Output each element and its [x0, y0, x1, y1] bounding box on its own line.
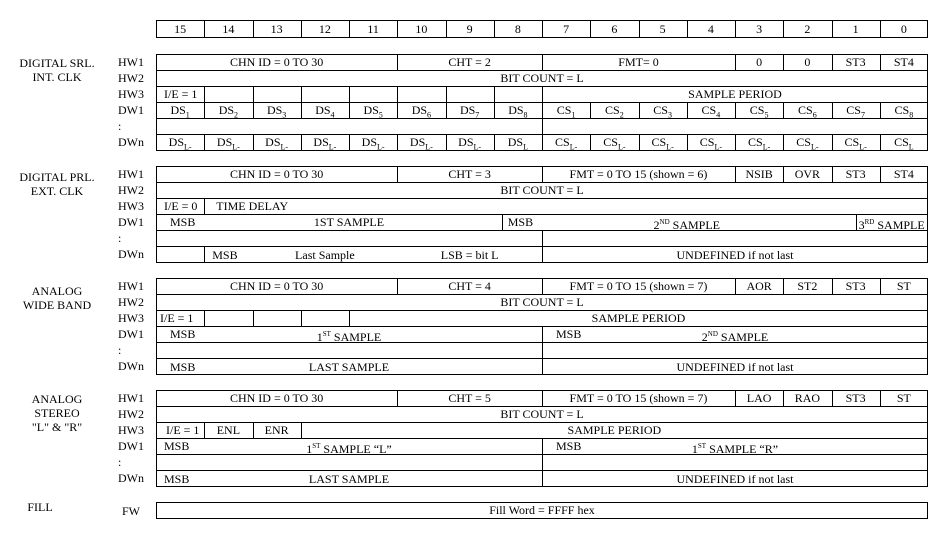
section-label: EXT. CLK: [30, 184, 84, 198]
bit-number: 0: [900, 22, 907, 36]
signal-index: 2: [234, 110, 239, 120]
msb-label: MSB: [170, 360, 196, 374]
ds-bit: [253, 135, 301, 154]
msb-label: MSB: [507, 215, 534, 229]
bit0-field: ST4: [893, 55, 914, 69]
cht-field: CHT = 4: [448, 279, 491, 293]
bit-number: 5: [659, 22, 666, 36]
bit3-field: AOR: [746, 279, 772, 293]
grid-line: [204, 86, 205, 102]
bit1-field: ST3: [845, 279, 866, 293]
row-label: DWn: [118, 359, 144, 373]
ordinal-suffix: ST: [312, 442, 321, 450]
ds-bit: [301, 103, 349, 122]
bit-count-field: BIT COUNT = L: [500, 295, 584, 309]
signal-prefix: CS: [894, 135, 909, 149]
signal-index: L: [908, 142, 914, 152]
ds-bit: [349, 135, 397, 154]
row-label: DWn: [118, 135, 144, 149]
bit2-field: OVR: [794, 167, 821, 181]
msb-label: MSB: [212, 248, 238, 262]
section-label: DIGITAL SRL.: [19, 56, 95, 70]
grid-line: [204, 246, 205, 263]
signal-prefix: CS: [699, 135, 715, 149]
ds-bit: [494, 103, 542, 122]
signal-prefix: DS: [168, 135, 185, 149]
signal-index: L-: [328, 142, 337, 152]
bit-number: 9: [466, 22, 473, 36]
signal-prefix: DS: [313, 135, 329, 149]
sample-text: SAMPLE: [717, 330, 769, 344]
row-label: HW2: [118, 183, 144, 197]
msb-label: MSB: [170, 327, 196, 341]
bit-number: 13: [270, 22, 283, 36]
bit1-field: ST3: [845, 391, 866, 405]
grid-line: [542, 118, 543, 134]
grid-line: [502, 214, 503, 230]
cs-bit: [832, 103, 880, 122]
cs-bit: [783, 103, 831, 122]
signal-index: 7: [475, 110, 480, 120]
signal-prefix: CS: [603, 135, 618, 149]
row-label: DWn: [118, 247, 144, 261]
section-label: STEREO: [34, 406, 80, 420]
bit-number: 12: [318, 22, 331, 36]
grid-line: [349, 86, 350, 102]
signal-prefix: DS: [458, 135, 474, 149]
signal-index: L-: [280, 142, 289, 152]
cs-bit: [880, 135, 928, 154]
ordinal-suffix: ST: [697, 442, 707, 450]
row-label: DW1: [118, 327, 144, 341]
bit1-field: ST3: [845, 167, 866, 181]
ds-bit: [156, 135, 204, 154]
signal-prefix: DS: [411, 103, 428, 117]
cs-bit: [735, 103, 783, 122]
signal-index: 4: [716, 110, 721, 120]
signal-index: L-: [714, 142, 722, 152]
chn-id-field: CHN ID = 0 TO 30: [229, 391, 324, 405]
grid-line: [542, 342, 543, 358]
last-sample-label: LAST SAMPLE: [308, 360, 390, 374]
fmt-field: FMT = 0 TO 15 (shown = 7): [569, 279, 708, 293]
bit0-field: ST: [896, 391, 911, 405]
signal-prefix: CS: [846, 103, 861, 117]
ordinal-suffix: ST: [322, 330, 331, 338]
row-label: DW1: [118, 439, 144, 453]
ordinal-number: 1: [691, 442, 698, 456]
signal-prefix: DS: [218, 103, 235, 117]
signal-index: 1: [185, 110, 190, 120]
sample-period-field: SAMPLE PERIOD: [591, 311, 686, 325]
cht-field: CHT = 3: [448, 167, 491, 181]
row-label: DW1: [118, 215, 144, 229]
signal-prefix: DS: [170, 103, 186, 117]
signal-prefix: CS: [653, 103, 668, 117]
signal-index: L-: [425, 142, 433, 152]
chn-id-field: CHN ID = 0 TO 30: [229, 167, 324, 181]
row-label: HW3: [118, 423, 144, 437]
bit1-field: ST3: [845, 55, 866, 69]
bit3-field: 0: [756, 55, 763, 69]
last-sample-label: LAST SAMPLE: [308, 472, 390, 486]
signal-index: 3: [667, 110, 672, 120]
cs-bit: [880, 103, 928, 122]
signal-prefix: DS: [507, 135, 524, 149]
cs-bit: [735, 135, 783, 154]
row-label: HW1: [118, 167, 144, 181]
row-label: :: [118, 343, 122, 357]
signal-prefix: CS: [798, 103, 813, 117]
grid-line: [542, 326, 543, 342]
undefined-label: UNDEFINED if not last: [676, 472, 794, 486]
signal-index: L-: [184, 142, 192, 152]
undefined-label: UNDEFINED if not last: [676, 360, 794, 374]
fmt-field: FMT = 0 TO 15 (shown = 6): [569, 167, 708, 181]
row-label: :: [118, 119, 122, 133]
bit2-field: 0: [804, 55, 811, 69]
cht-field: CHT = 2: [448, 55, 491, 69]
section-label: "L" & "R": [31, 420, 83, 434]
undefined-label: UNDEFINED if not last: [676, 248, 794, 262]
row-label: HW2: [118, 407, 144, 421]
signal-index: 6: [812, 110, 817, 120]
signal-index: 5: [764, 110, 769, 120]
ie-field: I/E = 0: [164, 199, 198, 213]
bit-count-field: BIT COUNT = L: [500, 407, 584, 421]
bit-number: 1: [852, 22, 859, 36]
ds-bit: [349, 103, 397, 122]
signal-prefix: CS: [701, 103, 717, 117]
ds-bit: [446, 135, 494, 154]
cs-bit: [832, 135, 880, 154]
sample-text: SAMPLE “R”: [706, 442, 779, 456]
msb-label: MSB: [164, 472, 190, 486]
enr-field: ENR: [264, 423, 289, 437]
row-label: FW: [122, 504, 140, 518]
grid-line: [253, 86, 254, 102]
ordinal-suffix: ND: [659, 218, 670, 226]
signal-index: L-: [617, 142, 626, 152]
grid-line: [542, 454, 543, 470]
bit-number: 7: [563, 22, 570, 36]
chn-id-field: CHN ID = 0 TO 30: [229, 279, 324, 293]
fmt-field: FMT = 0 TO 15 (shown = 7): [569, 391, 708, 405]
sample-text: SAMPLE: [669, 218, 720, 232]
ordinal-number: 1: [316, 330, 323, 344]
grid-line: [204, 198, 205, 214]
cs-bit: [542, 135, 590, 154]
row-label: HW1: [118, 391, 144, 405]
sample-text: SAMPLE: [874, 218, 925, 232]
bit2-field: RAO: [794, 391, 821, 405]
signal-index: L-: [810, 142, 819, 152]
sample-text: SAMPLE: [330, 330, 382, 344]
signal-prefix: CS: [555, 135, 570, 149]
signal-prefix: DS: [459, 103, 476, 117]
signal-index: L-: [232, 142, 240, 152]
ds-bit: [253, 103, 301, 122]
signal-index: L-: [859, 142, 867, 152]
bit2-field: ST2: [797, 279, 818, 293]
signal-prefix: CS: [894, 103, 910, 117]
msb-label: MSB: [556, 439, 582, 453]
section-label: WIDE BAND: [22, 298, 92, 312]
signal-index: 5: [378, 110, 383, 120]
sample-l-label: [253, 439, 446, 456]
signal-prefix: DS: [363, 103, 379, 117]
bit-number: 14: [222, 22, 235, 36]
section-label: ANALOG: [31, 284, 83, 298]
grid-line: [542, 230, 543, 246]
grid-line: [253, 310, 254, 326]
bit0-field: ST4: [893, 167, 914, 181]
bit0-field: ST: [896, 279, 911, 293]
last-sample-label: Last Sample: [295, 248, 355, 262]
ordinal-number: 3: [858, 218, 865, 232]
ds-bit: [397, 103, 445, 122]
signal-index: 2: [619, 110, 624, 120]
section-label: ANALOG: [31, 392, 83, 406]
signal-index: 4: [330, 110, 335, 120]
fill-word-text: Fill Word = FFFF hex: [489, 503, 595, 517]
row-label: HW1: [118, 279, 144, 293]
signal-prefix: DS: [216, 135, 233, 149]
bit3-field: NSIB: [745, 167, 773, 181]
grid-line: [542, 438, 543, 454]
msb-label: MSB: [556, 327, 582, 341]
enl-field: ENL: [216, 423, 241, 437]
cs-bit: [687, 135, 735, 154]
signal-index: L: [523, 142, 528, 152]
signal-index: L-: [473, 142, 482, 152]
section-label: FILL: [27, 500, 53, 514]
signal-index: L-: [569, 142, 578, 152]
ordinal-number: 1: [306, 442, 313, 456]
ordinal-number: 2: [653, 218, 660, 232]
msb-label: MSB: [164, 439, 190, 453]
bit-count-field: BIT COUNT = L: [500, 183, 584, 197]
bit-number: 15: [174, 22, 187, 36]
grid-line: [397, 86, 398, 102]
signal-index: 1: [571, 110, 576, 120]
signal-prefix: CS: [748, 135, 763, 149]
sample-2-label: [639, 327, 832, 344]
grid-line: [301, 86, 302, 102]
ds-bit: [494, 135, 542, 154]
signal-prefix: CS: [844, 135, 860, 149]
msb-label: MSB: [170, 215, 196, 229]
ds-bit: [156, 103, 204, 122]
chn-id-field: CHN ID = 0 TO 30: [229, 55, 324, 69]
cs-bit: [783, 135, 831, 154]
signal-index: 3: [282, 110, 287, 120]
grid-line: [301, 310, 302, 326]
bit3-field: LAO: [746, 391, 772, 405]
row-label: HW1: [118, 55, 144, 69]
grid-line: [494, 86, 495, 102]
signal-index: 8: [523, 110, 528, 120]
signal-prefix: DS: [508, 103, 524, 117]
signal-prefix: DS: [315, 103, 331, 117]
signal-prefix: CS: [651, 135, 667, 149]
sample-2-label: [590, 215, 783, 232]
row-label: HW2: [118, 295, 144, 309]
row-label: DWn: [118, 471, 144, 485]
signal-index: L-: [762, 142, 771, 152]
cs-bit: [639, 103, 687, 122]
fmt-field: FMT= 0: [618, 55, 659, 69]
ie-field: I/E = 1: [160, 311, 194, 325]
bit-number: 3: [756, 22, 763, 36]
bit-number: 11: [367, 22, 379, 36]
signal-index: 7: [860, 110, 865, 120]
signal-index: 8: [909, 110, 914, 120]
time-delay-field: TIME DELAY: [216, 199, 289, 213]
bit-number: 2: [804, 22, 811, 36]
row-label: DW1: [118, 103, 144, 117]
sample-1-label: [253, 327, 446, 344]
signal-index: 6: [427, 110, 432, 120]
cs-bit: [590, 103, 638, 122]
row-label: :: [118, 455, 122, 469]
signal-prefix: CS: [749, 103, 765, 117]
row-label: :: [118, 231, 122, 245]
sample-text: SAMPLE “L”: [320, 442, 392, 456]
signal-prefix: DS: [361, 135, 378, 149]
sample-period-field: SAMPLE PERIOD: [688, 87, 782, 101]
ie-field: I/E = 1: [164, 87, 198, 101]
signal-prefix: CS: [605, 103, 620, 117]
sample-1-label: 1ST SAMPLE: [313, 215, 385, 229]
cs-bit: [590, 135, 638, 154]
signal-index: L-: [377, 142, 385, 152]
grid-line: [204, 310, 205, 326]
signal-prefix: CS: [556, 103, 572, 117]
ordinal-suffix: ND: [707, 330, 718, 338]
ds-bit: [446, 103, 494, 122]
ie-field: I/E = 1: [166, 423, 200, 437]
sample-3-label: [856, 215, 928, 232]
ordinal-number: 2: [701, 330, 708, 344]
signal-prefix: DS: [266, 103, 283, 117]
signal-index: L-: [666, 142, 674, 152]
row-label: HW3: [118, 87, 144, 101]
cs-bit: [639, 135, 687, 154]
ds-bit: [301, 135, 349, 154]
bit-count-field: BIT COUNT = L: [500, 71, 584, 85]
signal-prefix: CS: [796, 135, 811, 149]
cht-field: CHT = 5: [448, 391, 491, 405]
row-label: HW2: [118, 71, 144, 85]
bit-number: 10: [415, 22, 428, 36]
bit-number: 4: [707, 22, 714, 36]
lsb-label: LSB = bit L: [440, 248, 499, 262]
cs-bit: [542, 103, 590, 122]
section-label: INT. CLK: [32, 70, 82, 84]
bit-number: 6: [611, 22, 618, 36]
ds-bit: [204, 103, 252, 122]
row-label: HW3: [118, 311, 144, 325]
ds-bit: [397, 135, 445, 154]
sample-r-label: [639, 439, 832, 456]
signal-prefix: DS: [409, 135, 426, 149]
signal-prefix: DS: [265, 135, 281, 149]
ordinal-suffix: RD: [864, 218, 875, 226]
ds-bit: [204, 135, 252, 154]
cs-bit: [687, 103, 735, 122]
bit-number: 8: [514, 22, 521, 36]
sample-period-field: SAMPLE PERIOD: [567, 423, 662, 437]
row-label: HW3: [118, 199, 144, 213]
section-label: DIGITAL PRL.: [19, 170, 95, 184]
grid-line: [446, 86, 447, 102]
